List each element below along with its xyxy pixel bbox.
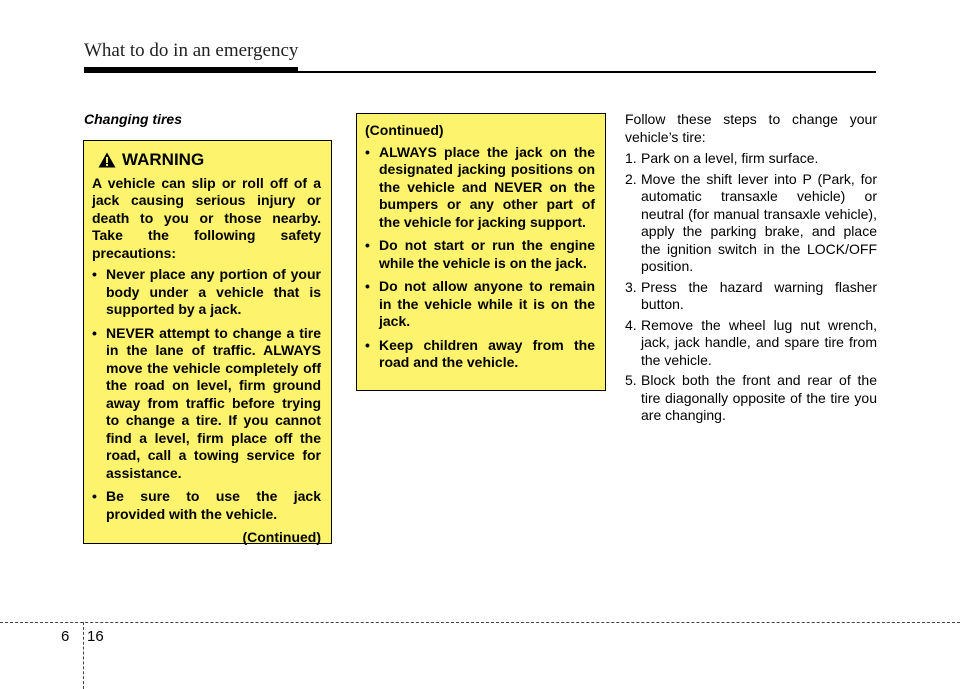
instruction-step: 1. Park on a level, firm surface. — [625, 150, 819, 166]
warning-title: WARNING — [122, 150, 205, 169]
warning-bullet-list — [92, 266, 321, 523]
chapter-number: 6 — [61, 628, 70, 645]
warning-bullet: • NEVER attempt to change a tire in the lane of traffic. ALWAYS move the vehicle completely off the road on level, firm ground away from traffic before trying to change a tire. If you cannot find a level, firm place off the road, call a towing service for assistance. — [92, 324, 321, 481]
instructions-intro: Follow these steps to change your vehicle’s tire: — [625, 111, 877, 145]
warning-bullet-list — [365, 144, 595, 372]
header-rule — [84, 71, 876, 73]
warning-bullet: • Never place any portion of your body under a vehicle that is supported by a jack. — [92, 266, 321, 317]
page-header-title: What to do in an emergency — [84, 40, 299, 61]
instructions-step-list — [625, 150, 877, 425]
warning-box — [83, 140, 332, 544]
warning-heading — [98, 151, 321, 169]
footer-divider — [0, 622, 960, 623]
instructions-column — [625, 111, 877, 428]
warning-bullet: • Do not start or run the engine while the vehicle is on the jack. — [365, 237, 595, 271]
warning-bullet: • Keep children away from the road and the vehicle. — [365, 336, 595, 370]
footer-divider-vertical — [83, 622, 84, 689]
warning-triangle-icon — [98, 152, 116, 168]
instruction-step: 3. Press the hazard warning flasher button. — [625, 278, 877, 312]
section-heading: Changing tires — [84, 111, 183, 127]
warning-intro: A vehicle can slip or roll off of a jack causing serious injury or death to you or those nearby. Take the following safety precautions: — [92, 174, 321, 261]
instruction-step: 5. Block both the front and rear of the tire diagonally opposite of the tire you are changing. — [625, 372, 877, 423]
continued-label: (Continued) — [365, 122, 444, 138]
warning-bullet: • Do not allow anyone to remain in the vehicle while it is on the jack. — [365, 278, 595, 329]
warning-bullet: • Be sure to use the jack provided with the vehicle. — [92, 488, 321, 522]
warning-bullet: • ALWAYS place the jack on the designated jacking positions on the vehicle and NEVER on the bumpers or any other part of the vehicle for jacking support. — [365, 143, 595, 230]
instruction-step: 4. Remove the wheel lug nut wrench, jack, jack handle, and spare tire from the vehicle. — [625, 316, 877, 368]
instruction-step: 2. Move the shift lever into P (Park, for automatic transaxle vehicle) or neutral (for manual transaxle vehicle), apply the parking brake, and place the ignition switch in the LOCK/OFF position. — [625, 170, 877, 274]
warning-continued-box — [356, 113, 606, 391]
page-number: 16 — [87, 628, 104, 645]
continued-label: (Continued) — [242, 529, 321, 545]
